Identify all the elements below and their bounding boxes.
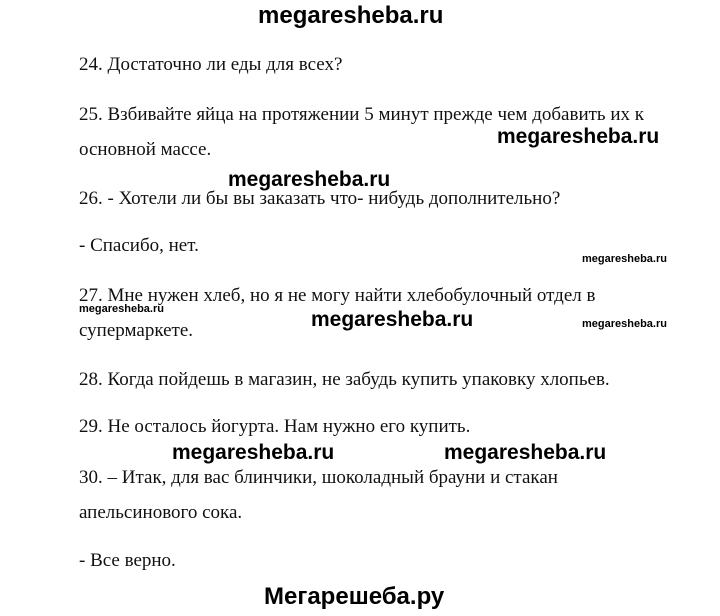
header-watermark: megaresheba.ru [258,2,444,29]
watermark: megaresheba.ru [497,125,660,148]
watermark: megaresheba.ru [172,441,335,464]
line-30-reply: - Все верно. [79,550,176,571]
line-24: 24. Достаточно ли еды для всех? [79,54,343,75]
line-29: 29. Не осталось йогурта. Нам нужно его купить. [79,416,471,437]
line-25b: основной массе. [79,139,212,160]
line-30a: 30. – Итак, для вас блинчики, шоколадный брауни и стакан [79,467,558,488]
watermark: megaresheba.ru [79,303,164,315]
watermark: megaresheba.ru [582,318,667,330]
line-27b: супермаркете. [79,320,193,341]
watermark: megaresheba.ru [311,308,474,331]
line-25a: 25. Взбивайте яйца на протяжении 5 минут прежде чем добавить их к [79,104,644,125]
watermark: megaresheba.ru [444,441,607,464]
line-28: 28. Когда пойдешь в магазин, не забудь купить упаковку хлопьев. [79,369,610,390]
footer-watermark: Мегарешеба.ру [264,583,445,610]
watermark: megaresheba.ru [228,168,391,191]
line-26-reply: - Спасибо, нет. [79,235,199,256]
line-27a: 27. Мне нужен хлеб, но я не могу найти хлебобулочный отдел в [79,285,596,306]
line-30b: апельсинового сока. [79,502,243,523]
line-26: 26. - Хотели ли бы вы заказать что- нибудь дополнительно? [79,188,561,209]
watermark: megaresheba.ru [582,253,667,265]
